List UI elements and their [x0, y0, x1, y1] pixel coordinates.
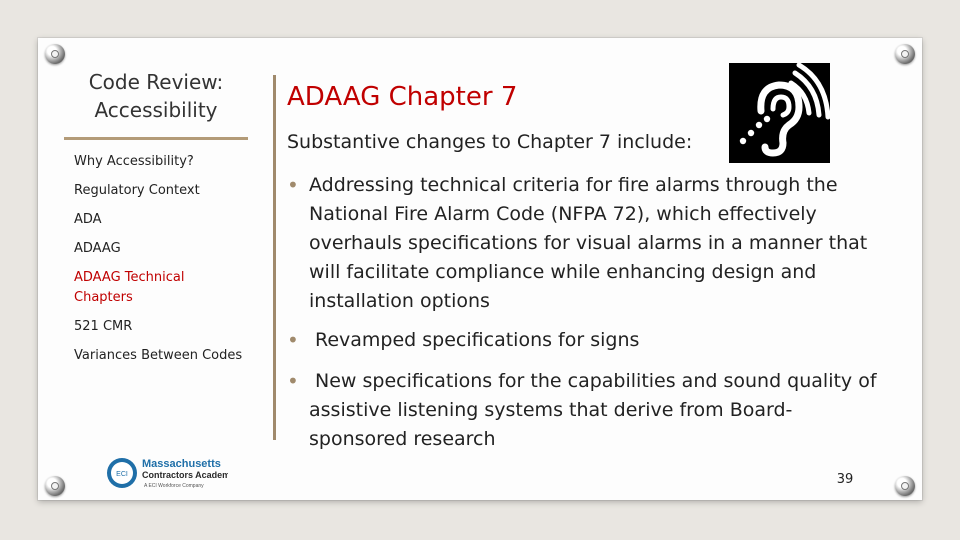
pushpin-icon	[895, 44, 915, 64]
bullet-text: Revamped specifications for signs	[315, 329, 640, 351]
nav-item-adaag[interactable]: ADAAG	[74, 241, 121, 256]
nav-item-regulatory-context[interactable]: Regulatory Context	[74, 183, 200, 198]
page-number: 39	[836, 472, 854, 487]
nav-item-variances-between-codes[interactable]: Variances Between Codes	[74, 348, 243, 363]
nav-item-ada[interactable]: ADA	[74, 212, 102, 227]
nav-item-521-cmr[interactable]: 521 CMR	[74, 319, 133, 334]
pushpin-icon	[895, 476, 915, 496]
bullet-text: Addressing technical criteria for fire alarms through the National Fire Alarm Code (NFPA 72), which effectively overhauls specifications for visual alarms in a manner that will facilitate compliance while enhancing design and installation options	[309, 174, 868, 312]
logo-line2: Contractors Academy	[142, 470, 228, 480]
subheading: Substantive changes to Chapter 7 include:	[287, 131, 693, 153]
logo-seal-text: ECI	[116, 471, 128, 478]
pushpin-icon	[45, 44, 65, 64]
nav-divider	[64, 137, 248, 140]
bullet-text: New specifications for the capabilities and sound quality of	[315, 370, 877, 392]
logo-line3: A ECI Workforce Company	[144, 483, 204, 489]
pushpin-icon	[45, 476, 65, 496]
nav-item-adaag-technical-chapters[interactable]: ADAAG Technical Chapters	[74, 270, 185, 305]
logo-line1: Massachusetts	[142, 458, 221, 470]
bullet-icon: •	[287, 328, 299, 352]
nav-title: Code Review: Accessibility	[88, 70, 224, 122]
page-title: ADAAG Chapter 7	[287, 82, 518, 112]
vertical-divider	[273, 75, 276, 440]
bullet-icon: •	[287, 369, 299, 393]
assistive-listening-icon	[729, 63, 830, 163]
nav-item-why-accessibility[interactable]: Why Accessibility?	[74, 154, 194, 169]
bullet-icon: •	[287, 173, 299, 197]
bullet-text-continued: assistive listening systems that derive from Board-sponsored research	[309, 399, 793, 450]
company-logo	[106, 455, 228, 491]
